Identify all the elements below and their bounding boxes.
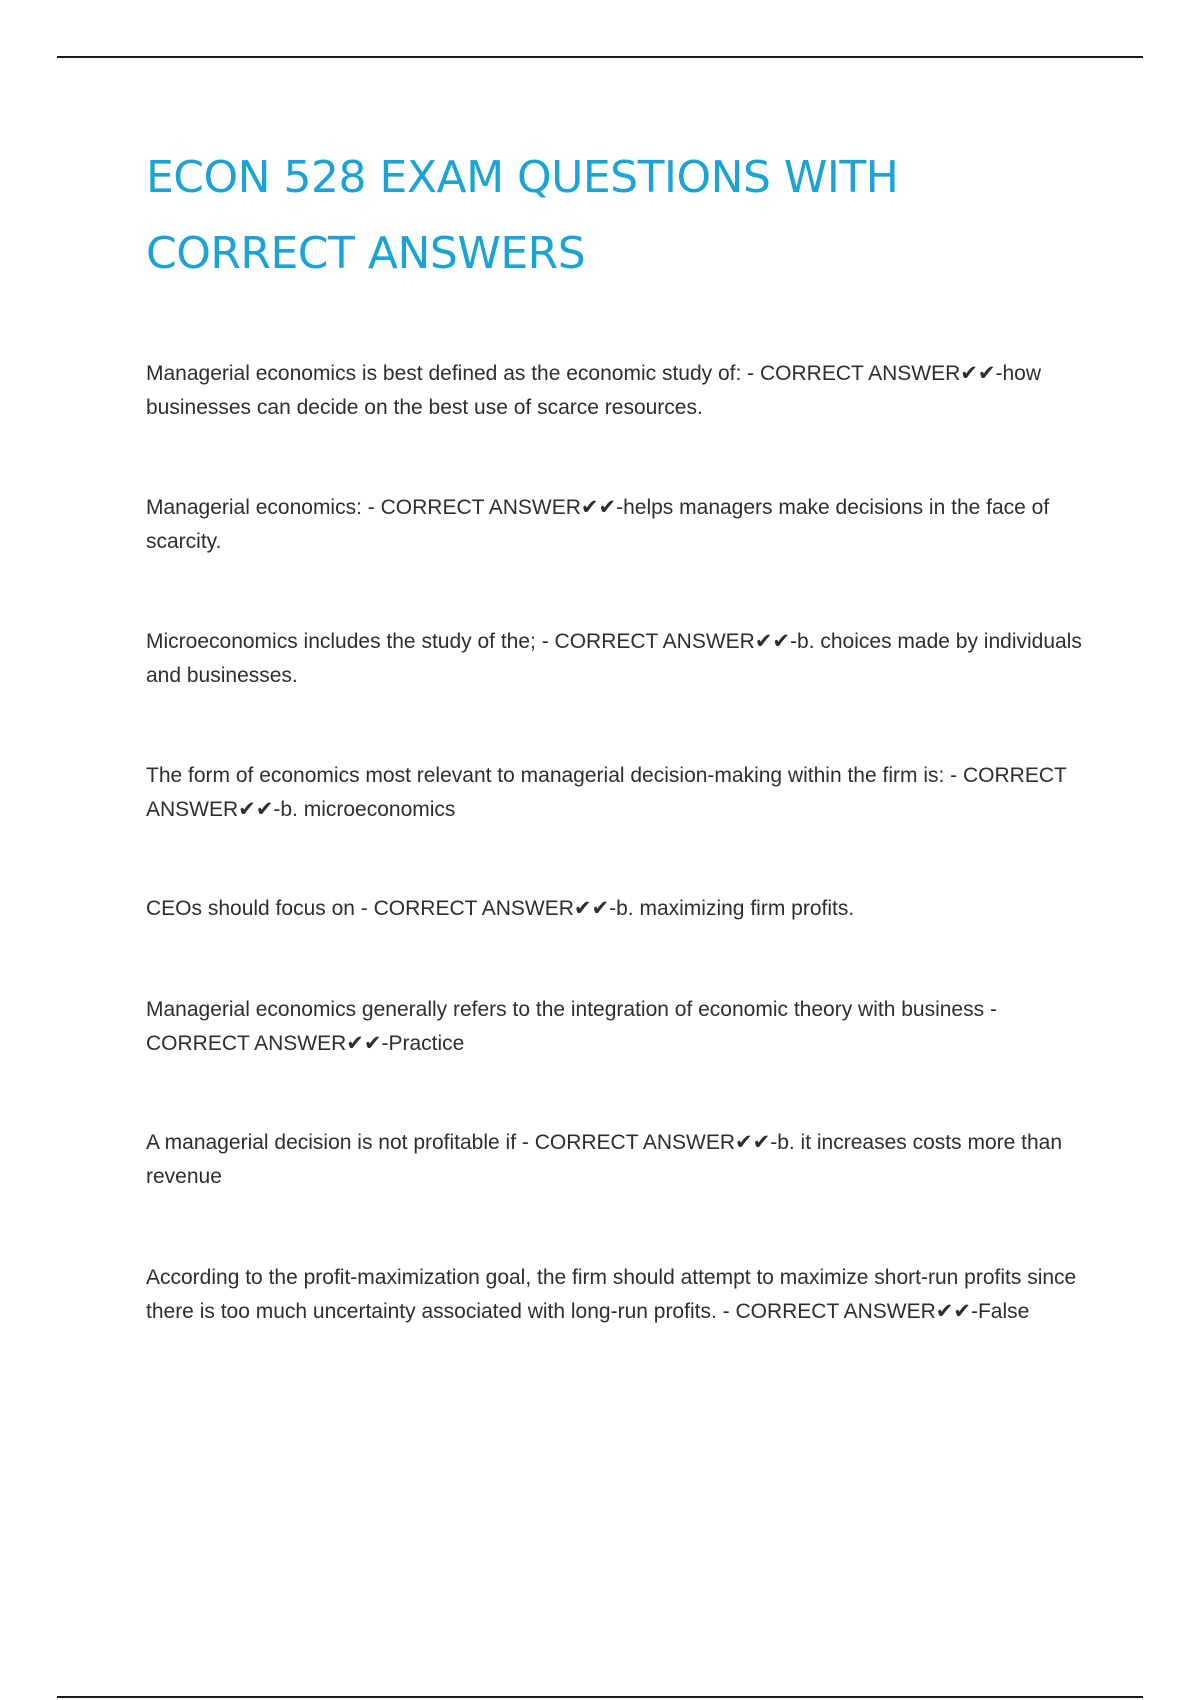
qa-item: [146, 1261, 1086, 1329]
answer-text: -b. maximizing firm profits.: [609, 897, 855, 920]
qa-item: [146, 357, 1086, 425]
correct-answer-marker: CORRECT ANSWER✔✔: [373, 897, 610, 920]
answer-text: -False: [970, 1300, 1030, 1323]
question-text: Microeconomics includes the study of the; -: [146, 630, 549, 653]
question-text: The form of economics most relevant to managerial decision-making within the firm is: -: [146, 764, 958, 787]
correct-answer-marker: CORRECT ANSWER✔✔: [146, 1032, 382, 1055]
qa-item: [146, 1126, 1086, 1194]
qa-item: [146, 491, 1086, 559]
title-line-2: CORRECT ANSWERS: [146, 228, 586, 279]
top-rule: [57, 56, 1143, 58]
question-text: According to the profit-maximization goal, the firm should attempt to maximize short-run profits since there is too much uncertainty associated with long-run profits. -: [146, 1266, 1077, 1323]
qa-item: [146, 993, 1086, 1061]
answer-text: -b. choices made by individuals and businesses.: [146, 630, 1082, 687]
correct-answer-marker: CORRECT ANSWER✔✔: [146, 764, 1067, 821]
correct-answer-marker: CORRECT ANSWER✔✔: [760, 362, 996, 385]
question-text: CEOs should focus on -: [146, 897, 368, 920]
answer-text: -b. microeconomics: [273, 798, 456, 821]
bottom-rule: [57, 1696, 1143, 1698]
page-title: [146, 140, 1106, 292]
correct-answer-marker: CORRECT ANSWER✔✔: [534, 1131, 771, 1154]
answer-text: -how businesses can decide on the best use of scarce resources.: [146, 362, 1042, 419]
qa-item: [146, 892, 1086, 926]
correct-answer-marker: CORRECT ANSWER✔✔: [554, 630, 791, 653]
correct-answer-marker: CORRECT ANSWER✔✔: [735, 1300, 971, 1323]
qa-item: [146, 759, 1086, 827]
question-text: A managerial decision is not profitable if -: [146, 1131, 529, 1154]
question-text: Managerial economics is best defined as the economic study of: -: [146, 362, 755, 385]
answer-text: -helps managers make decisions in the face of scarcity.: [146, 496, 1050, 553]
qa-item: [146, 625, 1086, 693]
answer-text: -Practice: [381, 1032, 465, 1055]
answer-text: -b. it increases costs more than revenue: [146, 1131, 1063, 1188]
correct-answer-marker: CORRECT ANSWER✔✔: [380, 496, 617, 519]
question-text: Managerial economics: -: [146, 496, 375, 519]
title-line-1: ECON 528 EXAM QUESTIONS WITH: [146, 152, 899, 203]
question-text: Managerial economics generally refers to the integration of economic theory with business -: [146, 998, 997, 1021]
